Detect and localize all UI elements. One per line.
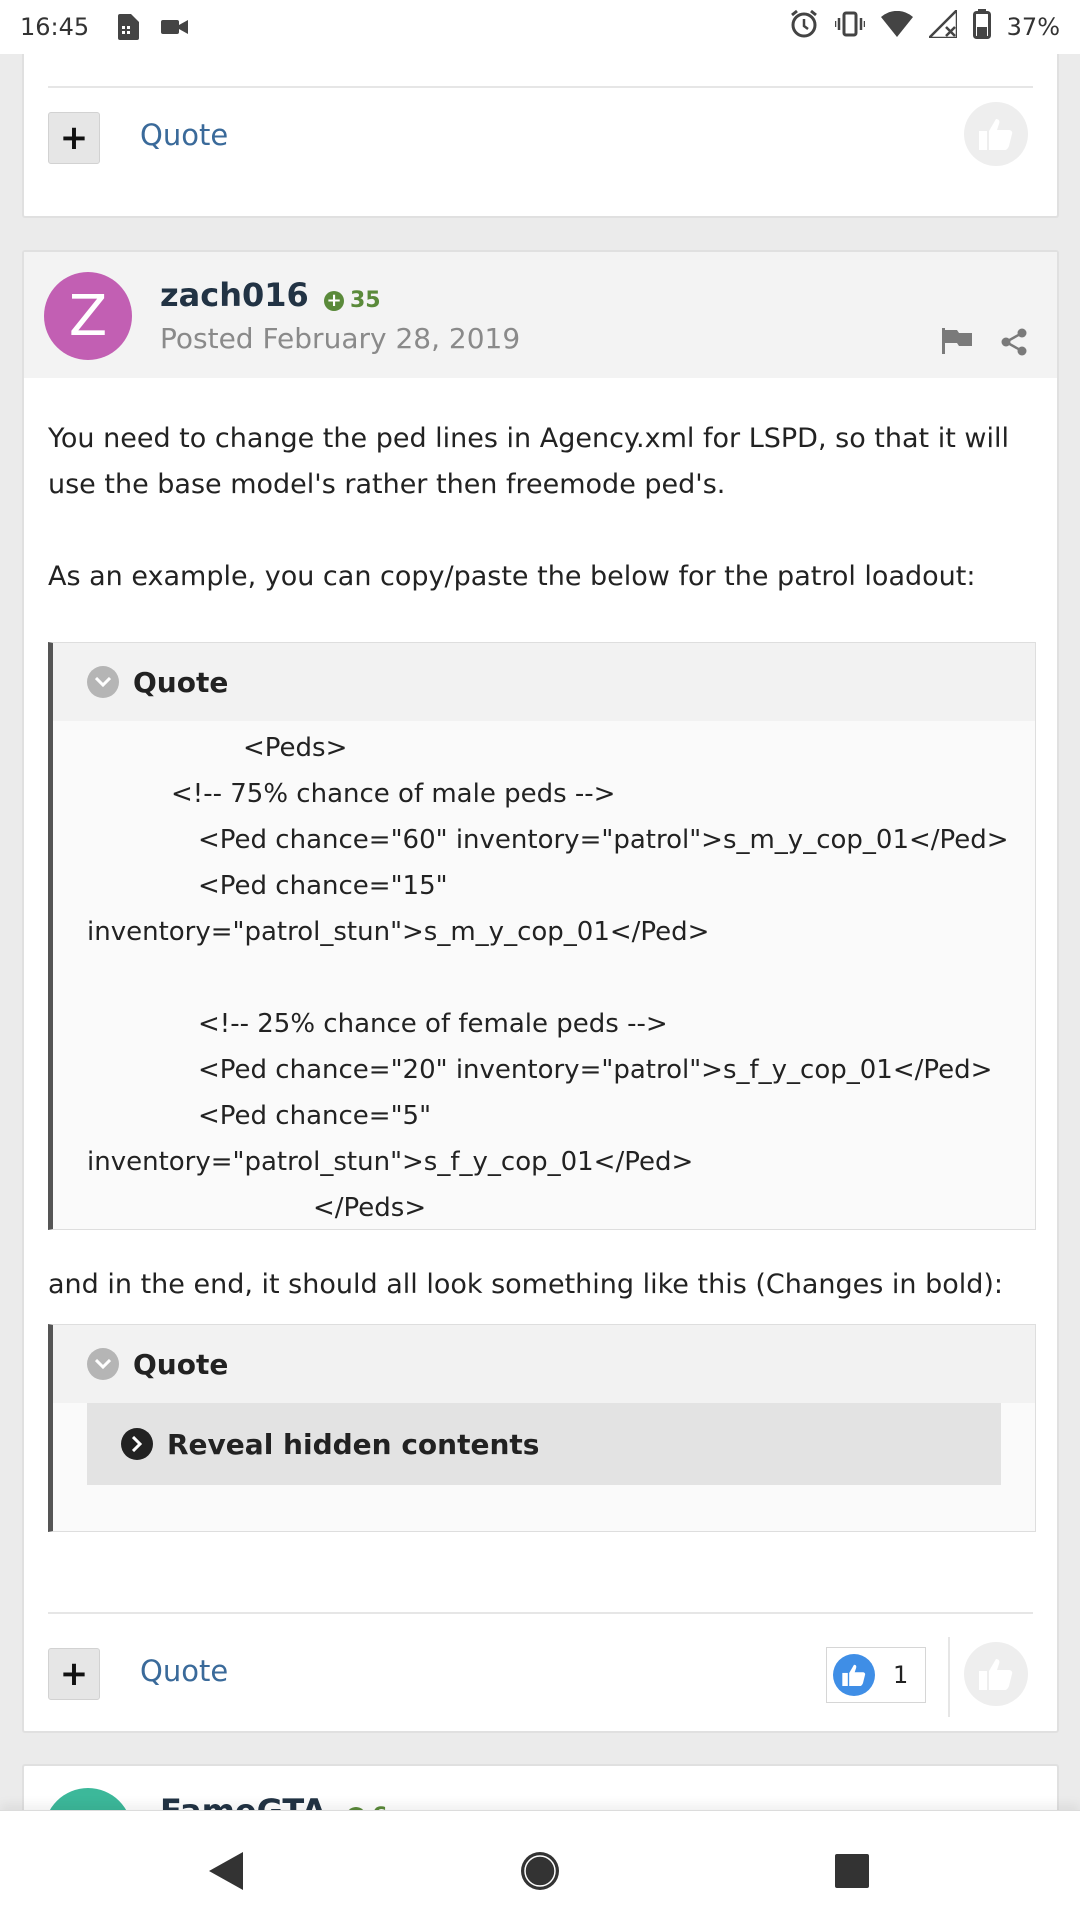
divider — [948, 1637, 950, 1717]
multiquote-add-button[interactable]: + — [48, 112, 100, 164]
divider — [48, 1612, 1033, 1614]
quote-header[interactable] — [53, 643, 1035, 721]
thumbs-up-icon — [833, 1654, 875, 1696]
wifi-icon — [881, 11, 913, 43]
quote-code-line: <Peds> — [243, 733, 348, 763]
avatar[interactable]: Z — [44, 272, 132, 360]
quote-title: Quote — [133, 665, 229, 699]
author-name[interactable]: zach016 — [160, 276, 309, 314]
reaction-count[interactable] — [826, 1647, 926, 1703]
chevron-down-icon — [87, 666, 119, 698]
quote-code-line: </Peds> — [313, 1193, 427, 1223]
multiquote-add-button[interactable]: + — [48, 1648, 100, 1700]
signal-icon — [929, 10, 957, 44]
post-paragraph: As an example, you can copy/paste the below for the patrol loadout: — [48, 561, 976, 592]
sim-card-icon — [117, 14, 139, 40]
quote-button[interactable]: Quote — [140, 1654, 229, 1688]
post-card — [22, 250, 1059, 1733]
back-icon[interactable] — [196, 1841, 256, 1901]
quote-header[interactable] — [53, 1325, 1035, 1403]
chevron-down-icon — [87, 1348, 119, 1380]
share-icon[interactable] — [1000, 328, 1028, 360]
thumbs-up-icon — [979, 118, 1013, 150]
quote-title: Quote — [133, 1347, 229, 1381]
quote-code-line: <Ped chance="20" inventory="patrol">s_f_y_cop_01</Ped> — [198, 1055, 993, 1085]
like-button[interactable] — [964, 102, 1028, 166]
post-header — [24, 252, 1057, 378]
quote-block — [48, 642, 1036, 1230]
thumbs-up-icon — [979, 1658, 1013, 1690]
quote-code-line: <!-- 75% chance of male peds --> — [171, 779, 616, 809]
battery-icon — [973, 9, 991, 45]
quote-block — [48, 1324, 1036, 1532]
reveal-hidden-contents-button[interactable] — [87, 1403, 1001, 1485]
navigation-bar — [0, 1810, 1080, 1920]
like-button[interactable] — [964, 1642, 1028, 1706]
home-icon[interactable] — [510, 1841, 570, 1901]
flag-icon[interactable] — [942, 328, 972, 358]
like-count: 1 — [893, 1661, 909, 1689]
quote-code-line: <Ped chance="15" — [198, 871, 448, 901]
divider — [48, 86, 1033, 88]
quote-code-line: <Ped chance="5" — [198, 1101, 432, 1131]
recents-icon[interactable] — [822, 1841, 882, 1901]
reveal-label: Reveal hidden contents — [167, 1427, 540, 1461]
post-paragraph: and in the end, it should all look something like this (Changes in bold): — [48, 1269, 1004, 1300]
quote-code-line: inventory="patrol_stun">s_m_y_cop_01</Ped> — [87, 917, 710, 947]
quote-button[interactable]: Quote — [140, 118, 229, 152]
alarm-icon — [789, 9, 819, 45]
status-bar — [0, 0, 1080, 54]
status-time: 16:45 — [20, 13, 90, 41]
plus-circle-icon: + — [324, 291, 344, 311]
post-date: Posted February 28, 2019 — [160, 322, 521, 355]
reputation-count: 35 — [350, 288, 381, 313]
post-paragraph: You need to change the ped lines in Agency.xml for LSPD, so that it will use the base model's rather then freemode ped's. — [48, 423, 1009, 500]
reputation-badge — [324, 288, 381, 313]
vibrate-icon — [835, 11, 865, 43]
quote-code-line: inventory="patrol_stun">s_f_y_cop_01</Ped> — [87, 1147, 694, 1177]
quote-code-line: <!-- 25% chance of female peds --> — [198, 1009, 668, 1039]
quote-code-line: <Ped chance="60" inventory="patrol">s_m_y_cop_01</Ped> — [198, 825, 1009, 855]
video-camera-icon — [161, 17, 189, 37]
chevron-right-icon — [121, 1428, 153, 1460]
battery-percent: 37% — [1006, 13, 1060, 41]
